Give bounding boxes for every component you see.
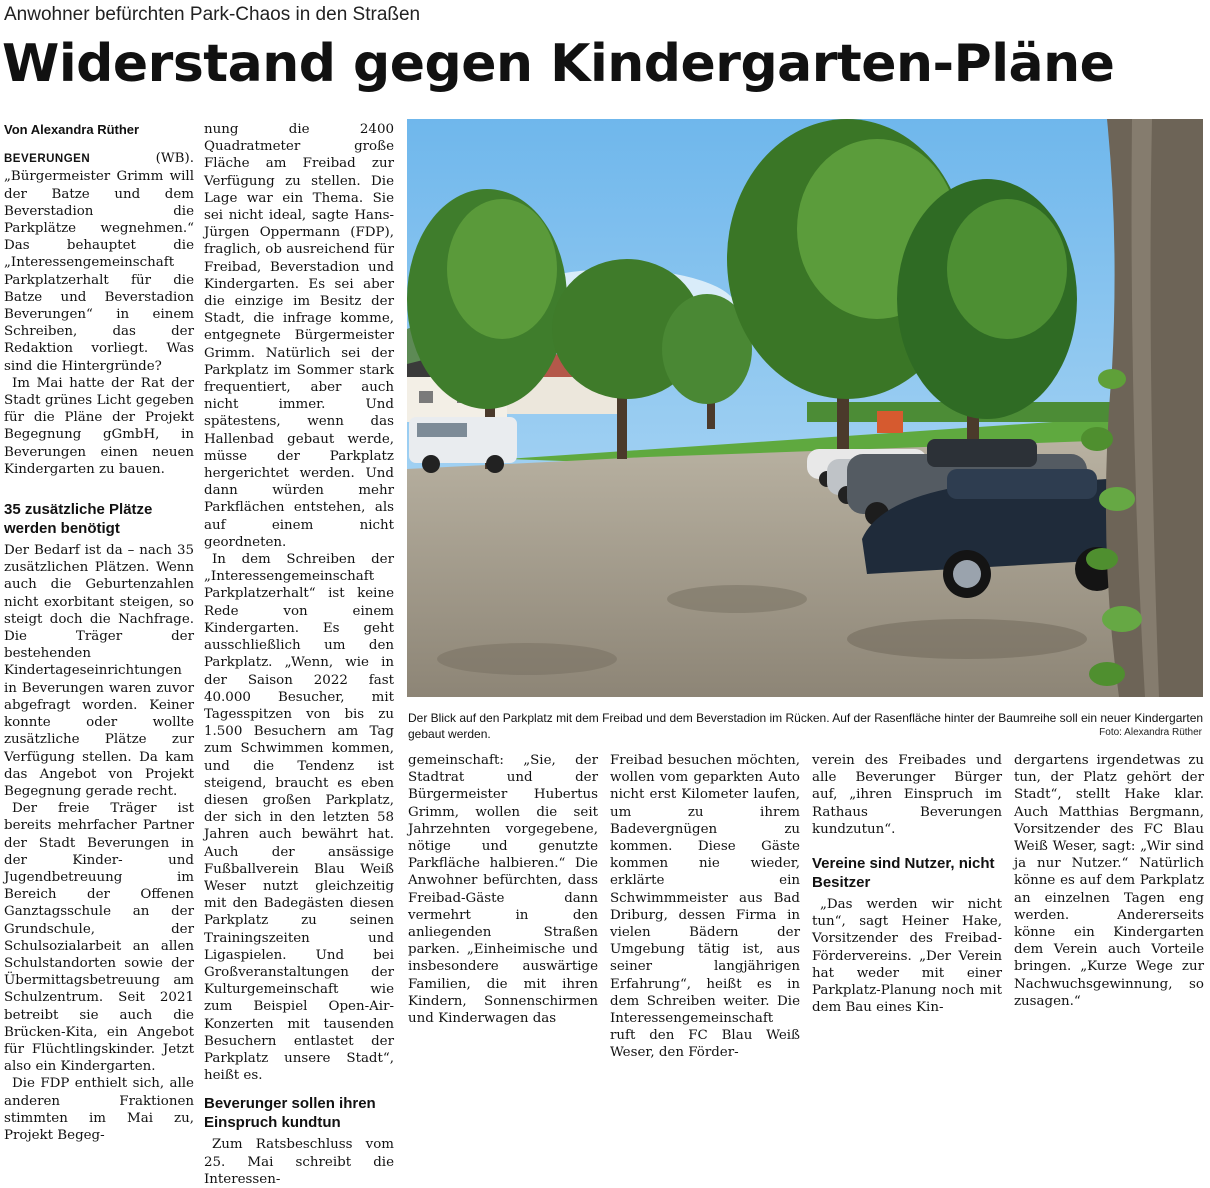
paragraph: „Das werden wir nicht tun“, sagt Heiner Hake, Vorsitzender des Freibad-Fördervereins. „Der Verein hat weder mit einer Parkplatz-Planung noch mit dem Bau eines Kin- [812,897,1002,1016]
column-3 [408,752,598,1027]
paragraph-text: (WB). „Bürgermeister Grimm will der Batze und dem Beverstadion die Parkplätze wegnehmen.“ Das behauptet die „Interessengemeinschaft Parkplatzerhalt für die Batze und Beverstadion Beverungen“ in einem Schreiben, das der Redaktion vorliegt. Was sind die Hintergründe? [4,151,194,374]
paragraph: dergartens irgendetwas zu tun, der Platz gehört der Stadt“, stellt Hake klar. Auch Matthias Bergmann, Vorsitzender des FC Blau Weiß Weser, sagt: „Wir sind ja nur Nutzer.“ Natürlich könne es auf dem Parkplatz an einzelnen Tagen eng werden. Andererseits könne ein Kindergarten dem Verein auch Vorteile bringen. „Kurze Wege zur Nachwuchsgewinnung, so zusagen.“ [1014,753,1204,1009]
paragraph: Der freie Träger ist bereits mehrfacher Partner der Stadt Beverungen in der Kinder- und Jugendbetreuung im Bereich der Offenen Ganztagsschule an der Grundschule, der Schulsozialarbeit an allen Schulstandorten sowie der Übermittagsbetreuung am Schulzentrum. Seit 2021 betreibt sie auch die Brücken-Kita, ein Angebot für Flüchtlingskinder. Jetzt also ein Kindergarten. [4,801,194,1075]
paragraph [4,150,194,375]
paragraph: Im Mai hatte der Rat der Stadt grünes Licht gegeben für die Pläne der Projekt Begegnung gGmbH, in Beverungen einen neuen Kindergarten zu bauen. [4,375,194,477]
kicker: Anwohner befürchten Park-Chaos in den Straßen [4,4,421,25]
paragraph: Die FDP enthielt sich, alle anderen Fraktionen stimmten im Mai zu, Projekt Begeg- [4,1076,194,1143]
column-1 [4,121,194,1144]
subhead: Vereine sind Nutzer, nicht Besitzer [812,855,995,892]
paragraph: Freibad besuchen möchten, wollen vom geparkten Auto nicht erst Kilometer laufen, um zu ihrem Badevergnügen zu kommen. Diese Gäste kommen nie wieder, erklärte ein Schwimmmeister aus Bad Driburg, dessen Firma in vielen Bädern der Umgebung tätig ist, aus seiner langjährigen Erfahrung“, heißt es in dem Schreiben weiter. Die Interessengemeinschaft ruft den FC Blau Weiß Weser, den Förder- [610,753,800,1061]
column-6 [1014,752,1204,1010]
photo-caption: Der Blick auf den Parkplatz mit dem Freibad und dem Beverstadion im Rücken. Auf der Rasenfläche hinter der Baumreihe soll ein neuer Kindergarten gebaut werden. [408,711,1204,741]
column-5 [812,752,1002,1016]
dateline: BEVERUNGEN [4,153,91,166]
article-photo [407,119,1203,697]
paragraph: Zum Ratsbeschluss vom 25. Mai schreibt die Interessen- [204,1137,394,1187]
paragraph: In dem Schreiben der „Interessengemeinschaft Parkplatzerhalt“ ist keine Rede von einem Kindergarten. Es geht ausschließlich um den Parkplatz. „Wenn, wie in der Saison 2022 fast 40.000 Besucher, mit Tagesspitzen von bis zu 1.500 Besuchern am Tag zum Schwimmen kommen, und die Tendenz ist steigend, braucht es eben diesen großen Parkplatz, der sich in den letzten 58 Jahren auch bewährt hat. Auch der ansässige Fußballverein Blau Weiß Weser nutzt gleichzeitig mit den Badegästen diesen Parkplatz zu seinen Trainingszeiten und Ligaspielen. Und bei Großveranstaltungen der Kulturgemeinschaft wie zum Beispiel Open-Air-Konzerten mit tausenden Besuchern entlastet der Parkplatz unsere Stadt“, heißt es. [204,552,394,1084]
subhead: Beverunger sollen ihren Einspruch kundtun [204,1095,376,1132]
paragraph: verein des Freibades und alle Beverunger Bürger auf, „ihren Einspruch im Rathaus Beverungen kundzutun“. [812,753,1002,837]
paragraph: gemeinschaft: „Sie, der Stadtrat und der Bürgermeister Hubertus Grimm, wollen die seit Jahrzehnten vorgegebene, nötige und genutzte Parkfläche halbieren.“ Die Anwohner befürchten, dass Freibad-Gäste dann vermehrt in den anliegenden Straßen parken. „Einheimische und insbesondere auswärtige Familien, die mit ihren Kindern, Sonnenschirmen und Kinderwagen das [408,753,598,1027]
subhead: 35 zusätzliche Plätze werden benötigt [4,501,153,538]
paragraph: nung die 2400 Quadratmeter große Fläche am Freibad zur Verfügung zu stellen. Die Lage war ein Thema. Sie sei nicht ideal, sagte Hans-Jürgen Oppermann (FDP), fraglich, ob ausreichend für Freibad, Beverstadion und Kindergarten. Es sei aber die einzige im Besitz der Stadt, die infrage komme, entgegnete Bürgermeister Grimm. Natürlich sei der Parkplatz im Sommer stark frequentiert, aber auch nicht immer. Und spätestens, wenn das Hallenbad gebaut werde, müsse der Parkplatz hergerichtet werden. Und dann würden mehr Parkflächen entstehen, als auf einem nicht geordneten. [204,122,394,550]
column-2 [204,121,394,1188]
byline: Von Alexandra Rüther [4,122,140,137]
paragraph: Der Bedarf ist da – nach 35 zusätzlichen Plätzen. Wenn auch die Geburtenzahlen nicht exorbitant steigen, so steigt doch die Nachfrage. Die Träger der bestehenden Kindertageseinrichtungen in Beverungen waren zuvor abgefragt worden. Keiner konnte oder wollte zusätzliche Plätze zur Verfügung stellen. Da kam das Angebot von Projekt Begegnung gerade recht. [4,543,194,799]
headline: Widerstand gegen Kindergarten-Pläne [2,34,1115,94]
column-4 [610,752,800,1062]
photo-credit: Foto: Alexandra Rüther [1099,727,1202,738]
